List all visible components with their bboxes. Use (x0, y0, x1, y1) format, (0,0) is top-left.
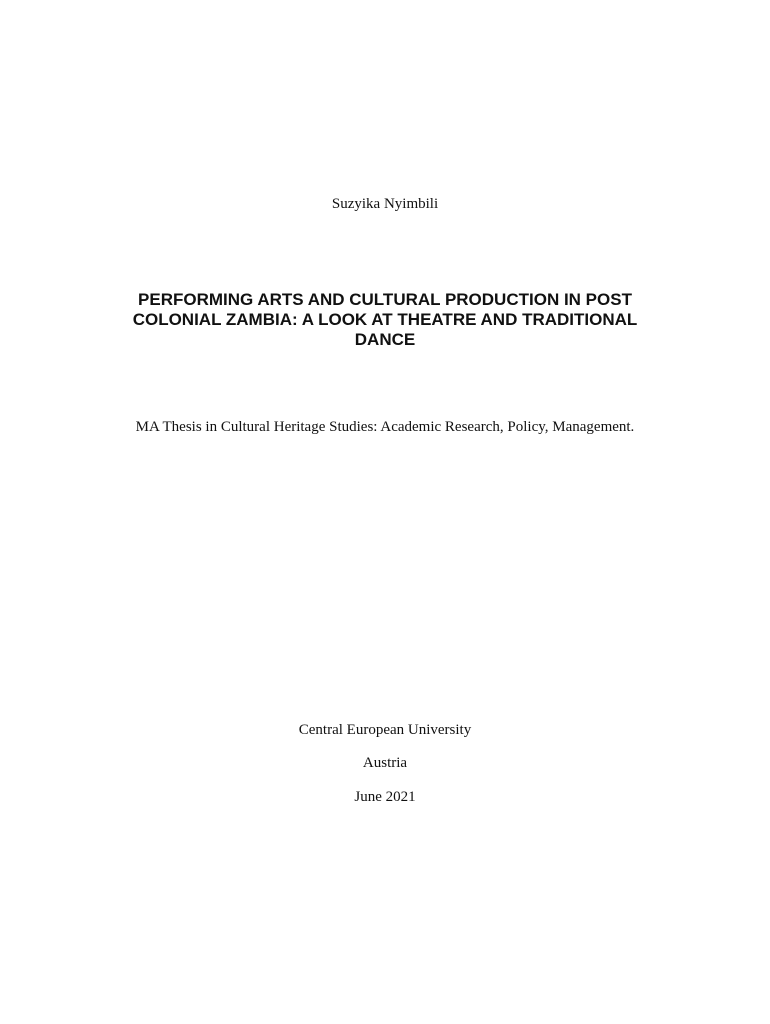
thesis-title-line-3: DANCE (354, 330, 416, 349)
author-name: Suzyika Nyimbili (331, 196, 439, 212)
university-name: Central European University (298, 722, 472, 738)
country-name: Austria (362, 755, 408, 771)
submission-date: June 2021 (354, 789, 416, 805)
thesis-title-line-2: COLONIAL ZAMBIA: A LOOK AT THEATRE AND TRADITIONAL (132, 310, 638, 329)
thesis-title-line-1: PERFORMING ARTS AND CULTURAL PRODUCTION IN POST (138, 290, 632, 309)
thesis-title (95, 290, 675, 350)
degree-statement: MA Thesis in Cultural Heritage Studies: Academic Research, Policy, Management. (135, 419, 635, 435)
